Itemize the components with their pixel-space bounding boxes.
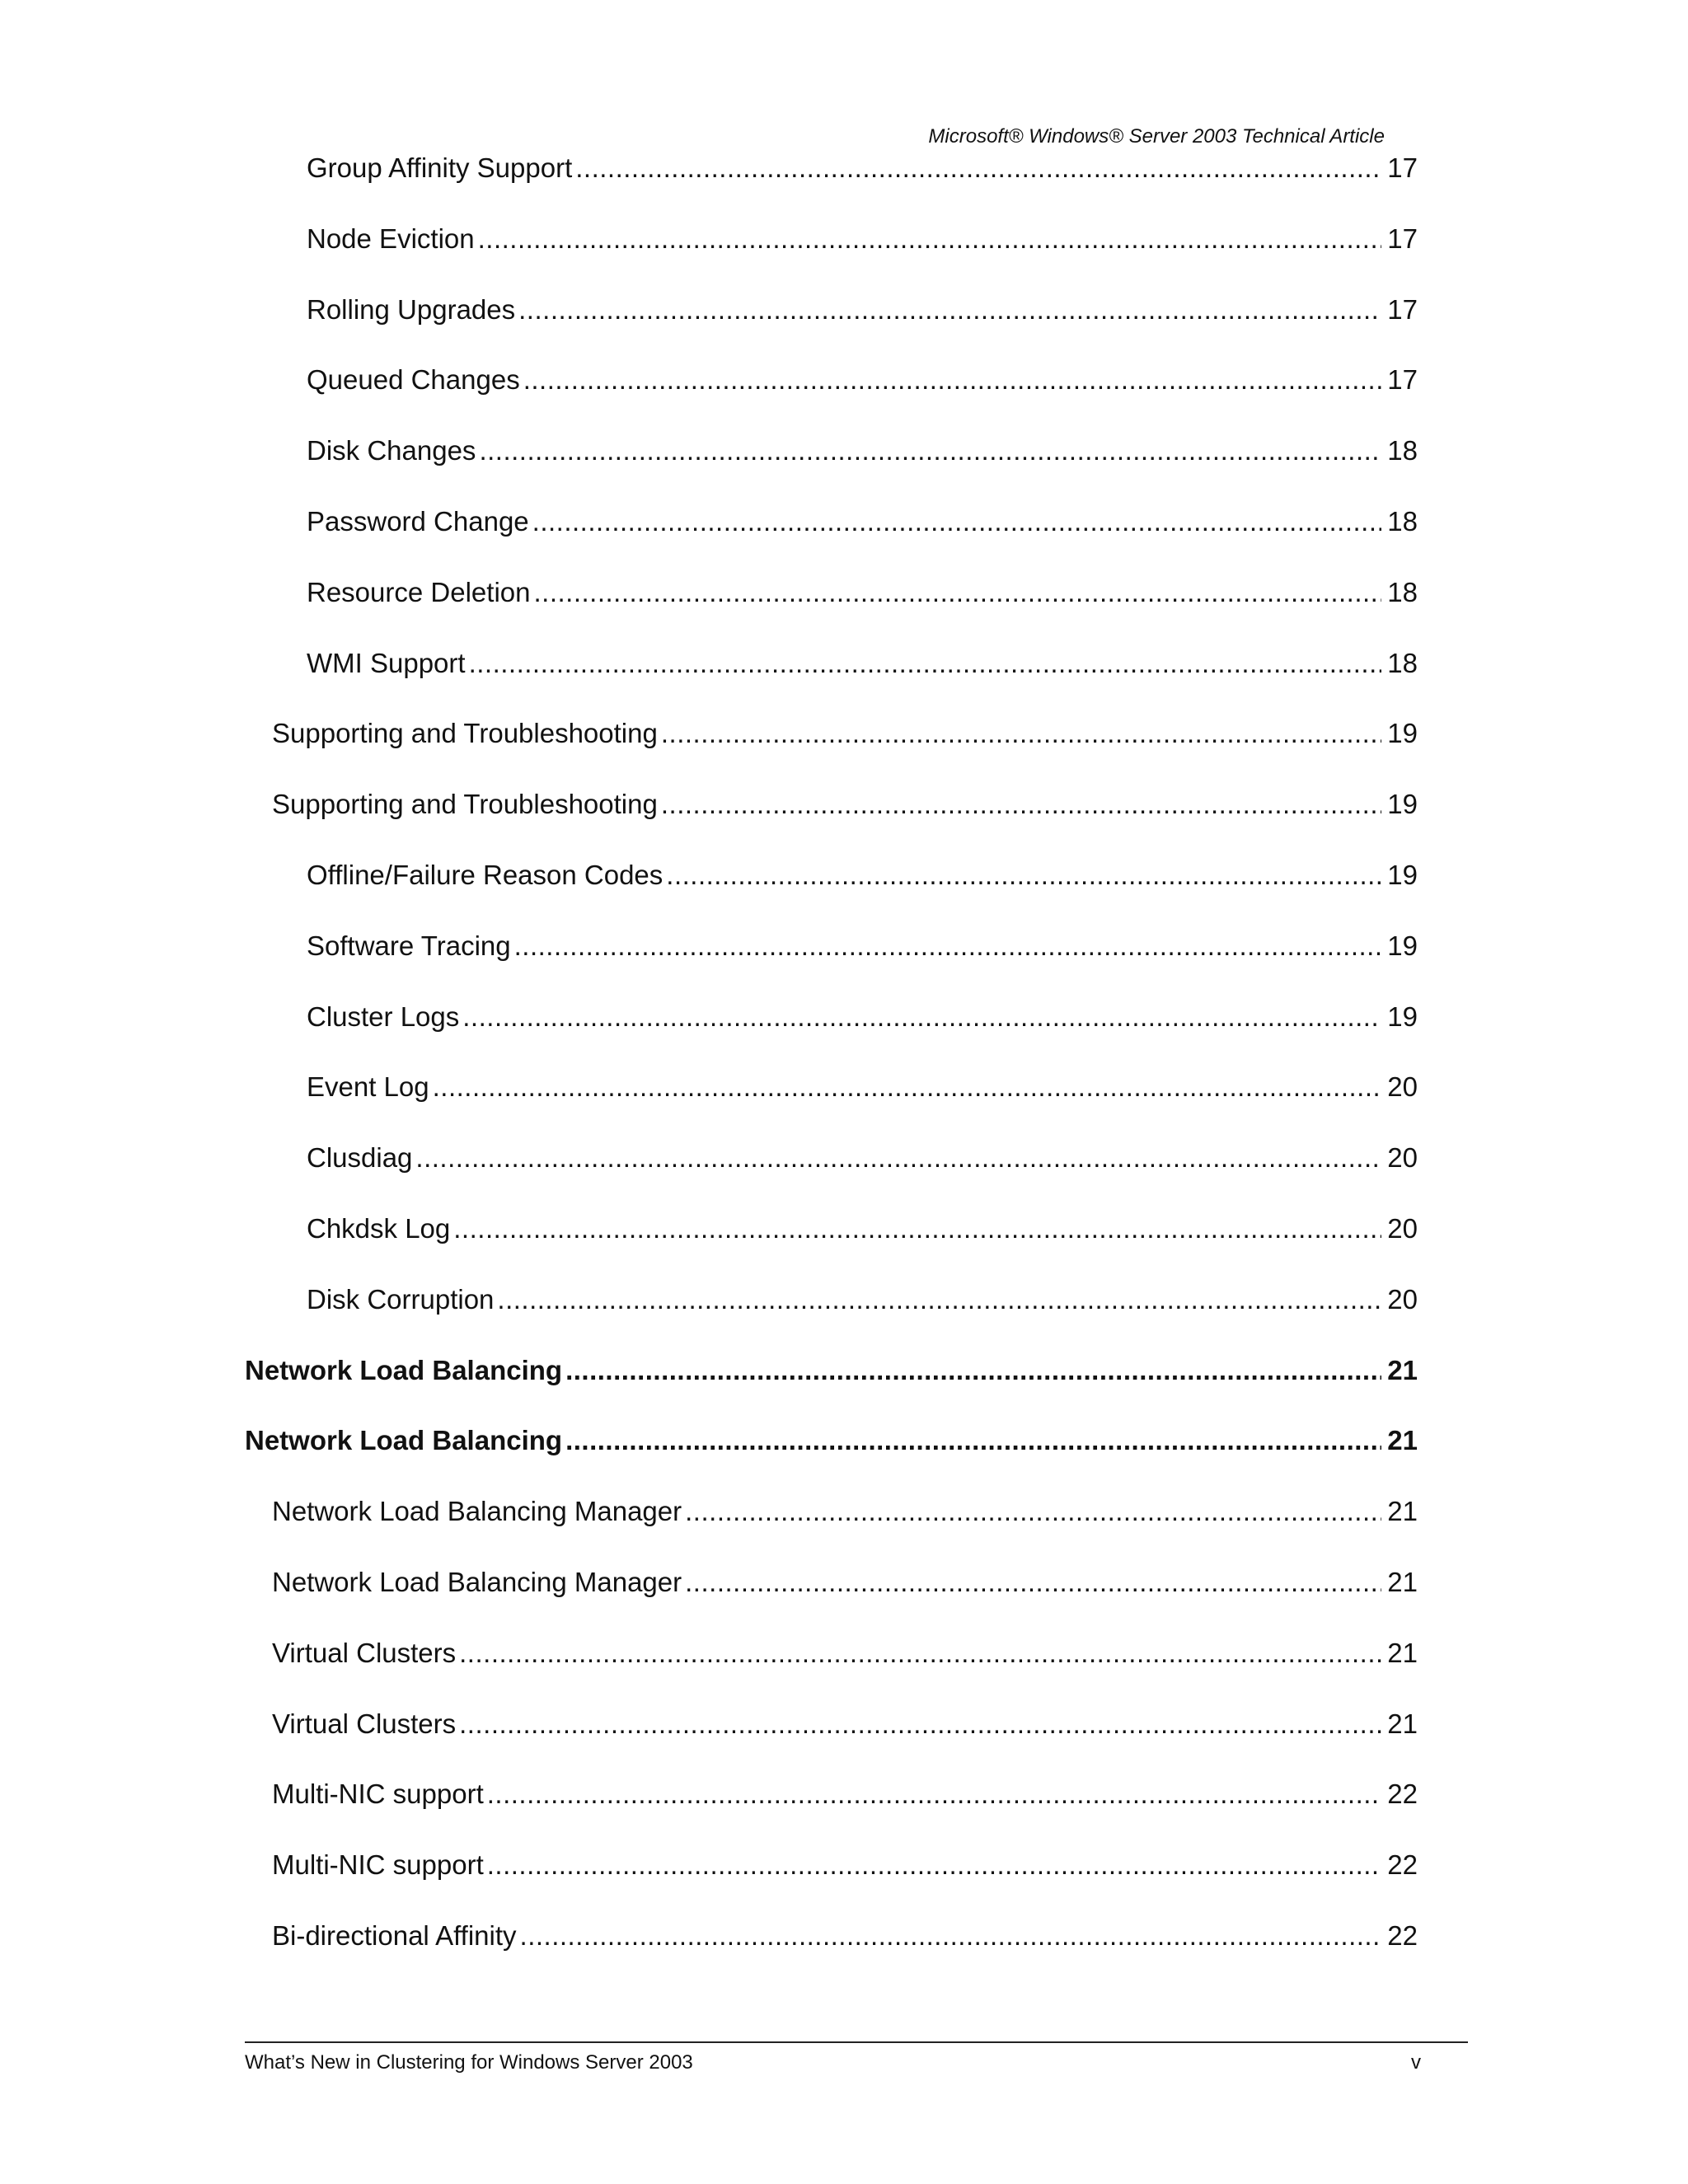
- toc-entry[interactable]: [307, 855, 1418, 892]
- toc-entry-page-number: 21: [1387, 1637, 1418, 1668]
- toc-entry[interactable]: [307, 573, 1418, 609]
- toc-dot-leader: [478, 223, 1381, 255]
- toc-entry-title: Chkdsk Log: [307, 1213, 451, 1244]
- toc-entry[interactable]: [272, 1774, 1418, 1811]
- toc-entry-title: Network Load Balancing: [245, 1425, 563, 1456]
- footer-document-title: What’s New in Clustering for Windows Server 2003: [245, 2051, 693, 2074]
- toc-entry-page-number: 19: [1387, 860, 1418, 890]
- toc-dot-leader: [459, 1708, 1381, 1741]
- toc-dot-leader: [459, 1637, 1381, 1670]
- toc-entry-page-number: 21: [1387, 1354, 1418, 1385]
- toc-dot-leader: [661, 788, 1381, 821]
- toc-entry-title: Software Tracing: [307, 930, 511, 961]
- toc-dot-leader: [666, 859, 1381, 892]
- toc-entry-title: Network Load Balancing Manager: [272, 1567, 682, 1597]
- toc-entry[interactable]: [272, 714, 1418, 750]
- toc-dot-leader: [685, 1566, 1381, 1599]
- toc-entry-page-number: 22: [1387, 1779, 1418, 1810]
- toc-entry-title: Supporting and Troubleshooting: [272, 789, 658, 820]
- toc-entry-title: Disk Changes: [307, 435, 476, 466]
- toc-entry[interactable]: [307, 219, 1418, 255]
- toc-entry[interactable]: [307, 1138, 1418, 1174]
- toc-entry-page-number: 17: [1387, 223, 1418, 254]
- toc-entry-page-number: 20: [1387, 1213, 1418, 1244]
- toc-entry[interactable]: [245, 1351, 1418, 1387]
- toc-entry[interactable]: [272, 1845, 1418, 1882]
- toc-dot-leader: [514, 930, 1381, 963]
- footer-page-number: v: [1411, 2051, 1421, 2074]
- toc-entry[interactable]: [272, 1633, 1418, 1670]
- toc-entry-title: Bi-directional Affinity: [272, 1920, 517, 1951]
- toc-entry[interactable]: [272, 1704, 1418, 1741]
- toc-entry[interactable]: [245, 1421, 1418, 1457]
- toc-entry-page-number: 18: [1387, 435, 1418, 466]
- toc-entry-page-number: 18: [1387, 647, 1418, 678]
- toc-dot-leader: [433, 1071, 1381, 1104]
- toc-dot-leader: [469, 647, 1381, 680]
- toc-entry-page-number: 22: [1387, 1920, 1418, 1951]
- page-header: Microsoft® Windows® Server 2003 Technical Article: [928, 125, 1385, 148]
- toc-entry[interactable]: [307, 644, 1418, 680]
- toc-entry[interactable]: [307, 360, 1418, 396]
- toc-entry-title: Resource Deletion: [307, 576, 531, 607]
- toc-entry-title: Network Load Balancing: [245, 1354, 563, 1385]
- toc-entry[interactable]: [307, 502, 1418, 538]
- toc-entry-page-number: 17: [1387, 293, 1418, 325]
- toc-entry-title: Rolling Upgrades: [307, 293, 516, 325]
- toc-dot-leader: [532, 505, 1381, 538]
- toc-dot-leader: [415, 1141, 1381, 1174]
- toc-entry-title: Disk Corruption: [307, 1283, 495, 1315]
- toc-dot-leader: [575, 152, 1381, 185]
- toc-dot-leader: [518, 293, 1381, 326]
- toc-entry-title: Network Load Balancing Manager: [272, 1496, 682, 1527]
- toc-dot-leader: [520, 1919, 1381, 1952]
- toc-entry-page-number: 19: [1387, 789, 1418, 820]
- toc-dot-leader: [565, 1424, 1381, 1457]
- toc-entry-title: Offline/Failure Reason Codes: [307, 860, 663, 890]
- toc-dot-leader: [497, 1283, 1381, 1316]
- toc-entry-page-number: 19: [1387, 930, 1418, 961]
- toc-entry-title: Multi-NIC support: [272, 1779, 484, 1810]
- toc-entry-title: Event Log: [307, 1071, 429, 1103]
- toc-entry-page-number: 17: [1387, 152, 1418, 183]
- toc-entry-title: Password Change: [307, 506, 529, 537]
- toc-entry-page-number: 20: [1387, 1142, 1418, 1174]
- toc-entry-title: WMI Support: [307, 647, 466, 678]
- toc-dot-leader: [533, 576, 1381, 609]
- toc-entry-title: Cluster Logs: [307, 1001, 460, 1032]
- toc-dot-leader: [487, 1849, 1381, 1882]
- toc-entry-title: Group Affinity Support: [307, 152, 573, 183]
- toc-entry[interactable]: [307, 290, 1418, 326]
- toc-entry-page-number: 21: [1387, 1708, 1418, 1739]
- toc-entry-page-number: 18: [1387, 506, 1418, 537]
- toc-entry[interactable]: [307, 1209, 1418, 1245]
- toc-entry[interactable]: [307, 1280, 1418, 1316]
- toc-entry-title: Supporting and Troubleshooting: [272, 718, 658, 749]
- toc-entry[interactable]: [272, 1492, 1418, 1528]
- toc-entry-page-number: 20: [1387, 1283, 1418, 1315]
- toc-dot-leader: [565, 1354, 1381, 1387]
- toc-entry[interactable]: [307, 148, 1418, 185]
- toc-entry-page-number: 19: [1387, 1001, 1418, 1032]
- toc-entry-page-number: 17: [1387, 364, 1418, 396]
- toc-entry-page-number: 20: [1387, 1071, 1418, 1103]
- toc-entry[interactable]: [307, 997, 1418, 1033]
- toc-dot-leader: [661, 717, 1381, 750]
- toc-dot-leader: [523, 363, 1381, 396]
- toc-dot-leader: [462, 1001, 1381, 1033]
- toc-entry[interactable]: [307, 1067, 1418, 1104]
- toc-entry-title: Clusdiag: [307, 1142, 413, 1174]
- toc-entry[interactable]: [307, 926, 1418, 963]
- toc-entry[interactable]: [307, 431, 1418, 467]
- footer-divider: [245, 2041, 1468, 2043]
- toc-entry-title: Node Eviction: [307, 223, 475, 254]
- toc-entry-page-number: 21: [1387, 1496, 1418, 1527]
- toc-dot-leader: [487, 1778, 1381, 1811]
- toc-entry-title: Multi-NIC support: [272, 1849, 484, 1881]
- toc-dot-leader: [685, 1495, 1381, 1528]
- toc-entry-title: Virtual Clusters: [272, 1708, 457, 1739]
- toc-dot-leader: [479, 434, 1381, 467]
- toc-entry-page-number: 21: [1387, 1567, 1418, 1597]
- toc-entry[interactable]: [272, 1916, 1418, 1952]
- toc-entry-title: Queued Changes: [307, 364, 520, 396]
- toc-entry-page-number: 18: [1387, 576, 1418, 607]
- toc-entry[interactable]: [272, 1563, 1418, 1599]
- toc-entry-page-number: 19: [1387, 718, 1418, 749]
- toc-entry-page-number: 22: [1387, 1849, 1418, 1881]
- toc-dot-leader: [453, 1212, 1381, 1245]
- toc-entry-title: Virtual Clusters: [272, 1637, 457, 1668]
- toc-entry-page-number: 21: [1387, 1425, 1418, 1456]
- toc-entry[interactable]: [272, 785, 1418, 821]
